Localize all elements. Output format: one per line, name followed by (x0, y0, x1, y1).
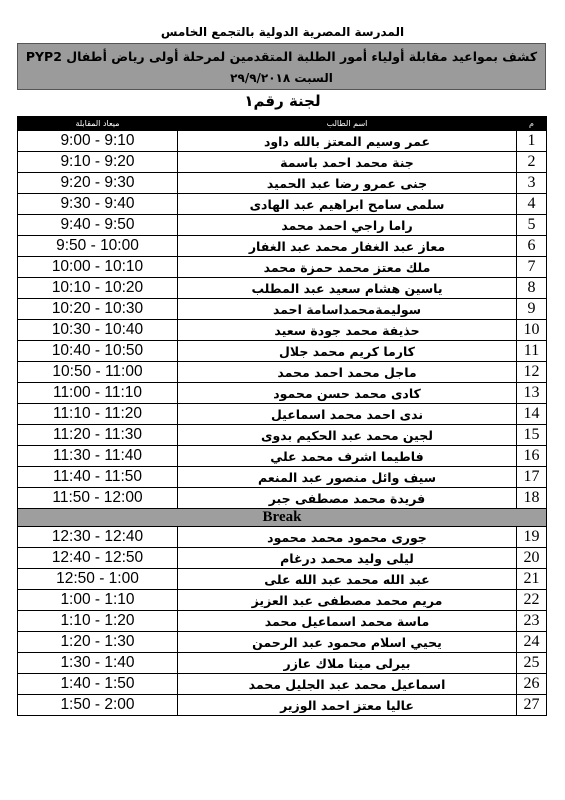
student-name: ندى احمد محمد اسماعيل (178, 404, 517, 425)
row-number: 18 (517, 488, 547, 509)
document-title: كشف بمواعيد مقابلة أولياء أمور الطلبة المتقدمين لمرحلة أولى رياض أطفال PYP2 (25, 49, 538, 64)
row-number: 24 (517, 632, 547, 653)
student-name: معاز عبد الغفار محمد عبد الغفار (178, 236, 517, 257)
school-name: المدرسة المصرية الدولية بالتجمع الخامس (160, 25, 405, 39)
table-row (18, 632, 547, 653)
student-name: ماسة محمد اسماعيل محمد (178, 611, 517, 632)
committee-label: لجنة رقم١ (244, 92, 321, 110)
column-header-time: ميعاد المقابلة (18, 117, 178, 131)
table-row (18, 425, 547, 446)
interview-time: 11:30 - 11:40 (18, 446, 178, 467)
student-name: ملك معتز محمد حمزة محمد (178, 257, 517, 278)
student-name: عاليا معتز احمد الوزير (178, 695, 517, 716)
student-name: حذيفة محمد جودة سعيد (178, 320, 517, 341)
row-number: 16 (517, 446, 547, 467)
row-number: 6 (517, 236, 547, 257)
interview-time: 9:00 - 9:10 (18, 131, 178, 152)
row-number: 1 (517, 131, 547, 152)
interview-time: 9:20 - 9:30 (18, 173, 178, 194)
row-number: 4 (517, 194, 547, 215)
student-name: مريم محمد مصطفى عبد العزيز (178, 590, 517, 611)
student-name: بيرلى مينا ملاك عازر (178, 653, 517, 674)
student-name: جنة محمد احمد باسمة (178, 152, 517, 173)
interview-schedule-table (17, 116, 547, 716)
student-name: ماجل محمد احمد محمد (178, 362, 517, 383)
interview-time: 10:00 - 10:10 (18, 257, 178, 278)
interview-time: 9:30 - 9:40 (18, 194, 178, 215)
table-row (18, 236, 547, 257)
student-name: سلمى سامح ابراهيم عبد الهادى (178, 194, 517, 215)
interview-time: 1:40 - 1:50 (18, 674, 178, 695)
table-row (18, 299, 547, 320)
table-row (18, 488, 547, 509)
row-number: 25 (517, 653, 547, 674)
interview-time: 10:30 - 10:40 (18, 320, 178, 341)
row-number: 19 (517, 527, 547, 548)
row-number: 9 (517, 299, 547, 320)
student-name: عبد الله محمد عبد الله على (178, 569, 517, 590)
interview-time: 9:10 - 9:20 (18, 152, 178, 173)
student-name: لجين محمد عبد الحكيم بدوى (178, 425, 517, 446)
student-name: جنى عمرو رضا عبد الحميد (178, 173, 517, 194)
break-label: Break (18, 509, 547, 527)
student-name: فاطيما اشرف محمد علي (178, 446, 517, 467)
interview-time: 11:50 - 12:00 (18, 488, 178, 509)
row-number: 26 (517, 674, 547, 695)
row-number: 14 (517, 404, 547, 425)
row-number: 27 (517, 695, 547, 716)
student-name: يحيي اسلام محمود عبد الرحمن (178, 632, 517, 653)
row-number: 17 (517, 467, 547, 488)
student-name: ليلى وليد محمد درغام (178, 548, 517, 569)
table-row (18, 194, 547, 215)
table-row (18, 611, 547, 632)
interview-time: 1:30 - 1:40 (18, 653, 178, 674)
interview-time: 11:10 - 11:20 (18, 404, 178, 425)
title-banner (17, 43, 546, 90)
interview-time: 12:30 - 12:40 (18, 527, 178, 548)
interview-time: 12:40 - 12:50 (18, 548, 178, 569)
row-number: 2 (517, 152, 547, 173)
interview-time: 1:10 - 1:20 (18, 611, 178, 632)
student-name: كادى محمد حسن محمود (178, 383, 517, 404)
interview-time: 11:20 - 11:30 (18, 425, 178, 446)
interview-time: 10:40 - 10:50 (18, 341, 178, 362)
table-row (18, 215, 547, 236)
interview-time: 10:20 - 10:30 (18, 299, 178, 320)
interview-time: 9:50 - 10:00 (18, 236, 178, 257)
row-number: 22 (517, 590, 547, 611)
document-date: السبت ٢٩/٩/٢٠١٨ (230, 71, 333, 85)
table-row (18, 653, 547, 674)
table-row (18, 278, 547, 299)
student-name: عمر وسيم المعتز بالله داود (178, 131, 517, 152)
table-row (18, 383, 547, 404)
interview-time: 1:50 - 2:00 (18, 695, 178, 716)
row-number: 23 (517, 611, 547, 632)
table-row (18, 257, 547, 278)
row-number: 21 (517, 569, 547, 590)
row-number: 8 (517, 278, 547, 299)
student-name: فريدة محمد مصطفى جبر (178, 488, 517, 509)
interview-time: 10:50 - 11:00 (18, 362, 178, 383)
student-name: اسماعيل محمد عبد الجليل محمد (178, 674, 517, 695)
column-header-num: م (517, 117, 547, 131)
table-header-row (18, 117, 547, 131)
student-name: كارما كريم محمد جلال (178, 341, 517, 362)
row-number: 12 (517, 362, 547, 383)
table-row (18, 173, 547, 194)
interview-time: 1:00 - 1:10 (18, 590, 178, 611)
table-row (18, 362, 547, 383)
student-name: سيف وائل منصور عبد المنعم (178, 467, 517, 488)
table-row (18, 569, 547, 590)
column-header-name: اسم الطالب (178, 117, 517, 131)
row-number: 20 (517, 548, 547, 569)
interview-time: 11:00 - 11:10 (18, 383, 178, 404)
interview-time: 12:50 - 1:00 (18, 569, 178, 590)
table-row (18, 590, 547, 611)
table-row (18, 152, 547, 173)
row-number: 13 (517, 383, 547, 404)
table-row (18, 131, 547, 152)
row-number: 15 (517, 425, 547, 446)
table-row (18, 320, 547, 341)
table-row (18, 674, 547, 695)
interview-time: 10:10 - 10:20 (18, 278, 178, 299)
table-row (18, 548, 547, 569)
student-name: ياسين هشام سعيد عبد المطلب (178, 278, 517, 299)
student-name: راما راجي احمد محمد (178, 215, 517, 236)
break-row (18, 509, 547, 527)
interview-time: 11:40 - 11:50 (18, 467, 178, 488)
table-row (18, 527, 547, 548)
row-number: 11 (517, 341, 547, 362)
table-row (18, 695, 547, 716)
row-number: 7 (517, 257, 547, 278)
row-number: 10 (517, 320, 547, 341)
interview-time: 9:40 - 9:50 (18, 215, 178, 236)
table-row (18, 404, 547, 425)
table-row (18, 467, 547, 488)
table-row (18, 341, 547, 362)
row-number: 3 (517, 173, 547, 194)
row-number: 5 (517, 215, 547, 236)
student-name: جورى محمود محمد محمود (178, 527, 517, 548)
interview-time: 1:20 - 1:30 (18, 632, 178, 653)
student-name: سوليمةمحمداسامة احمد (178, 299, 517, 320)
table-row (18, 446, 547, 467)
